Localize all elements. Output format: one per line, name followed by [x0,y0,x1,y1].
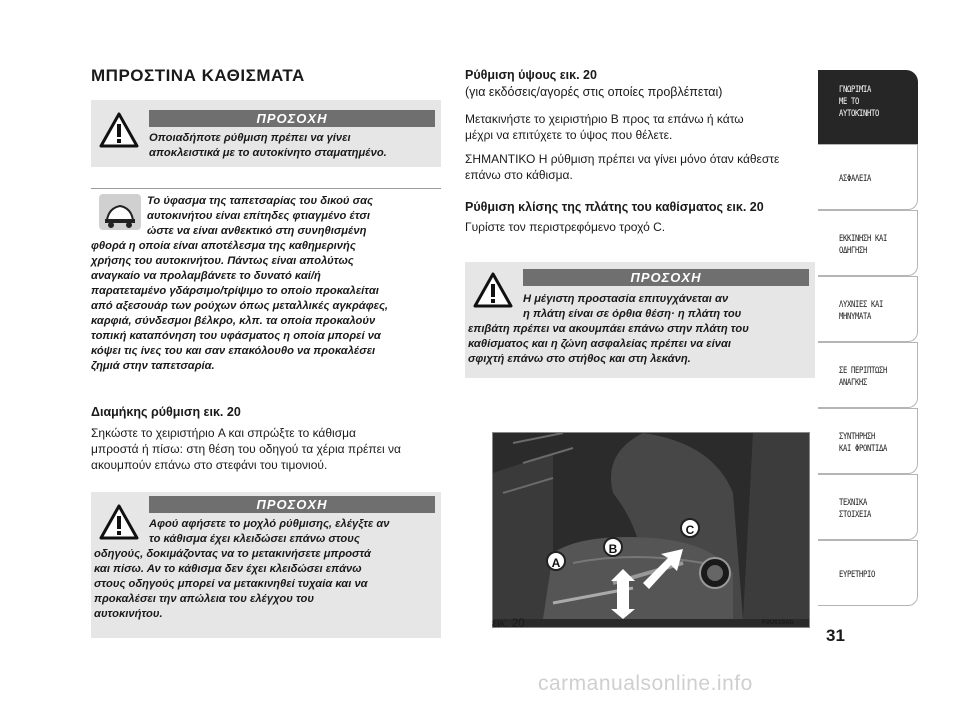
text-line: Οποιαδήποτε ρύθμιση πρέπει να γίνει [149,132,351,144]
section-heading-height: Ρύθμιση ύψους εικ. 20 [465,68,597,82]
warning-box-adjust-stationary [91,100,441,167]
warning-box-seat-lock [91,492,441,638]
text-line: η πλάτη είναι σε όρθια θέση· η πλάτη του [523,308,742,320]
seat-adjustment-figure [492,432,810,628]
text-line: Το ύφασμα της ταπετσαρίας του δικού σας [147,195,373,207]
tab-label: ΣΥΝΤΗΡΗΣΗ ΚΑΙ ΦΡΟΝΤΙΔΑ [839,431,888,454]
text-line: αναγκαίο να προλαμβάνετε το δυνατό καί/ή [91,270,321,282]
label-b: B [603,537,623,557]
seat-illustration [493,433,810,619]
text-line: το κάθισμα έχει κλειδώσει επάνω στους [149,533,360,545]
tab-technical-data[interactable] [818,474,918,540]
text-line: προκαλέσει την απώλεια του ελέγχου του [94,593,315,605]
watermark: carmanualsonline.info [538,672,753,695]
page-number: 31 [826,626,845,645]
tab-getting-to-know-car[interactable] [818,70,918,144]
text-line: από αξεσουάρ των ρούχων όπως μεταλλικές αγκράφες, [91,300,389,312]
section-text-height [465,111,815,143]
text-line: φθορά η οποία είναι αποτέλεσμα της καθημερινής [91,240,356,252]
text-line: χρήσης του αυτοκινήτου. Πάντως είναι απολύτως [91,255,354,267]
section-heading-longitudinal: Διαμήκης ρύθμιση εικ. 20 [91,405,241,419]
tab-label: ΤΕΧΝΙΚΑ ΣΤΟΙΧΕΙΑ [839,497,872,520]
label-a: A [546,551,566,571]
divider [91,188,441,189]
text-line: μέχρι να επιτύχετε το ύψος που θέλετε. [465,128,673,142]
warning-header: ΠΡΟΣΟΧΗ [149,110,435,127]
text-line: ΣΗΜΑΝΤΙΚΟ Η ρύθμιση πρέπει να γίνει μόνο όταν κάθεστε [465,152,780,166]
text-line: Αφού αφήσετε το μοχλό ρύθμισης, ελέγξτε αν [149,518,390,530]
text-line: σφιχτή επάνω στο στήθος και στη λεκάνη. [468,353,691,365]
warning-box-backrest-upright [465,262,815,378]
text-line: ώστε να είναι ανθεκτικό στη συνηθισμένη [147,225,367,237]
text-line: ακουμπούν επάνω στο στεφάνι του τιμονιού. [91,458,328,472]
tab-label: ΕΥΡΕΤΗΡΙΟ [839,569,876,580]
text-line: καρφιά, σύνδεσμοι βέλκρο, κλπ. τα οποία προκαλούν [91,315,376,327]
text-line: Η μέγιστη προστασία επιτυγχάνεται αν [523,293,729,305]
figure-caption: εικ. 20 [492,618,525,630]
section-subheading-height: (για εκδόσεις/αγορές στις οποίες προβλέπεται) [465,85,723,99]
tab-emergency[interactable] [818,342,918,408]
text-line: ζημιά στην ταπετσαρία. [91,360,215,372]
text-line: και πίσω. Αν το κάθισμα δεν έχει κλειδώσει επάνω [94,563,362,575]
tab-label: ΑΣΦΑΛΕΙΑ [839,173,872,184]
text-line: Σηκώστε το χειριστήριο A και σπρώξτε το κάθισμα [91,426,356,440]
text-line: στους οδηγούς μπορεί να μετακινηθεί τυχαία και να [94,578,368,590]
text-line: οδηγούς, δοκιμάζοντας να το μετακινήσετε μπροστά [94,548,371,560]
warning-text [465,292,813,367]
section-text-backrest: Γυρίστε τον περιστρεφόμενο τροχό C. [465,220,666,234]
text-line: τοπική καταπόνηση του υφάσματος η οποία μπορεί να [91,330,381,342]
fabric-note-text [91,194,443,374]
tab-maintenance[interactable] [818,408,918,474]
tab-warning-lights[interactable] [818,276,918,342]
tab-label: ΛΥΧΝΙΕΣ ΚΑΙ ΜΗΝΥΜΑΤΑ [839,299,884,322]
text-line: επάνω στο κάθισμα. [465,168,573,182]
text-line: επιβάτη πρέπει να ακουμπάει επάνω στην πλάτη του [468,323,749,335]
text-line: αποκλειστικά με το αυτοκίνητο σταματημένο. [149,147,387,159]
section-text-longitudinal [91,425,446,473]
text-line: καθίσματος και η ζώνη ασφαλείας πρέπει να είναι [468,338,732,350]
tab-label: ΣΕ ΠΕΡΙΠΤΩΣΗ ΑΝΑΓΚΗΣ [839,365,888,388]
text-line: κόψει τις ίνες του και σαν επακόλουθο να προκαλέσει [91,345,376,357]
section-note-height [465,151,815,183]
figure-code: F0U019Ab [762,619,794,626]
tab-safety[interactable] [818,144,918,210]
tab-starting-driving[interactable] [818,210,918,276]
page-title: ΜΠΡΟΣΤΙΝΑ ΚΑΘΙΣΜΑΤΑ [91,66,305,85]
text-line: μπροστά ή πίσω: στη θέση του οδηγού τα χέρια πρέπει να [91,442,401,456]
warning-header: ΠΡΟΣΟΧΗ [523,269,809,286]
tab-label: ΓΝΩΡΙΜΊΑ ΜΕ ΤΟ ΑΥΤΟΚΊΝΗΤΟ [839,84,880,119]
text-line: παρατεταμένο γδάρσιμο/τρίψιμο το οποίο προκαλείται [91,285,379,297]
text-line: Μετακινήστε το χειριστήριο B προς τα επάνω ή κάτω [465,112,744,126]
warning-triangle-icon [99,112,139,153]
label-c: C [680,518,700,538]
tab-index[interactable] [818,540,918,606]
text-line: αυτοκινήτου. [94,608,163,620]
text-line: αυτοκινήτου είναι επίτηδες φτιαγμένο έτσι [147,210,370,222]
tab-label: ΕΚΚΙΝΗΣΗ ΚΑΙ ΟΔΗΓΗΣΗ [839,233,888,256]
warning-text [149,131,439,161]
warning-text [91,517,439,622]
section-heading-backrest: Ρύθμιση κλίσης της πλάτης του καθίσματος εικ. 20 [465,200,764,214]
warning-header: ΠΡΟΣΟΧΗ [149,496,435,513]
